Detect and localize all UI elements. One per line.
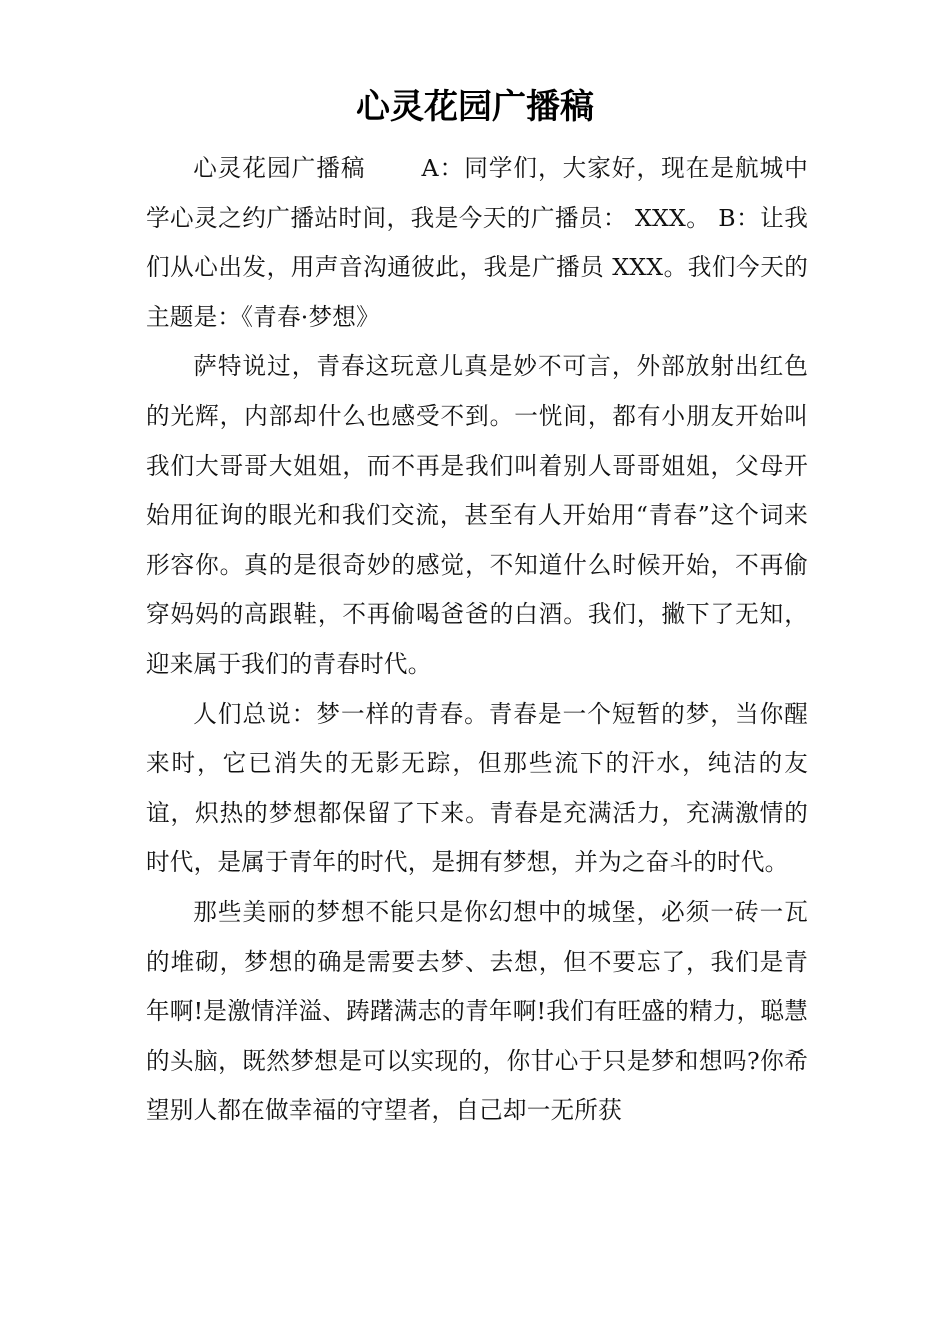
paragraph-1: 萨特说过，青春这玩意儿真是妙不可言，外部放射出红色的光辉，内部却什么也感受不到。一恍间，都有小朋友开始叫我们大哥哥大姐姐，而不再是我们叫着别人哥哥姐姐，父母开始用征询的眼光和我们交流，甚至有人开始用“青春”这个词来形容你。真的是很奇妙的感觉，不知道什么时候开始，不再偷穿妈妈的高跟鞋，不再偷喝爸爸的白酒。我们，撇下了无知，迎来属于我们的青春时代。 xyxy=(146,352,808,678)
paragraph-3: 那些美丽的梦想不能只是你幻想中的城堡，必须一砖一瓦的堆砌，梦想的确是需要去梦、去想，但不要忘了，我们是青年啊!是激情洋溢、踌躇满志的青年啊!我们有旺盛的精力，聪慧的头脑，既然梦想是可以实现的，你甘心于只是梦和想吗?你希望别人都在做幸福的守望者，自己却一无所获 xyxy=(146,897,808,1125)
intro-label: 心灵花园广播稿 xyxy=(193,154,366,182)
intro-text: A：同学们，大家好，现在是航城中学心灵之约广播站时间，我是今天的广播员： XXX。 B：让我们从心出发，用声音沟通彼此，我是广播员 XXX。我们今天的主题是：《青春·梦想》 xyxy=(146,154,808,331)
intro-paragraph xyxy=(146,144,808,342)
document-body xyxy=(146,144,808,1136)
paragraph-2: 人们总说：梦一样的青春。青春是一个短暂的梦，当你醒来时，它已消失的无影无踪，但那些流下的汗水，纯洁的友谊，炽热的梦想都保留了下来。青春是充满活力，充满激情的时代，是属于青年的时代，是拥有梦想，并为之奋斗的时代。 xyxy=(146,699,808,877)
document-title: 心灵花园广播稿 xyxy=(356,87,594,127)
